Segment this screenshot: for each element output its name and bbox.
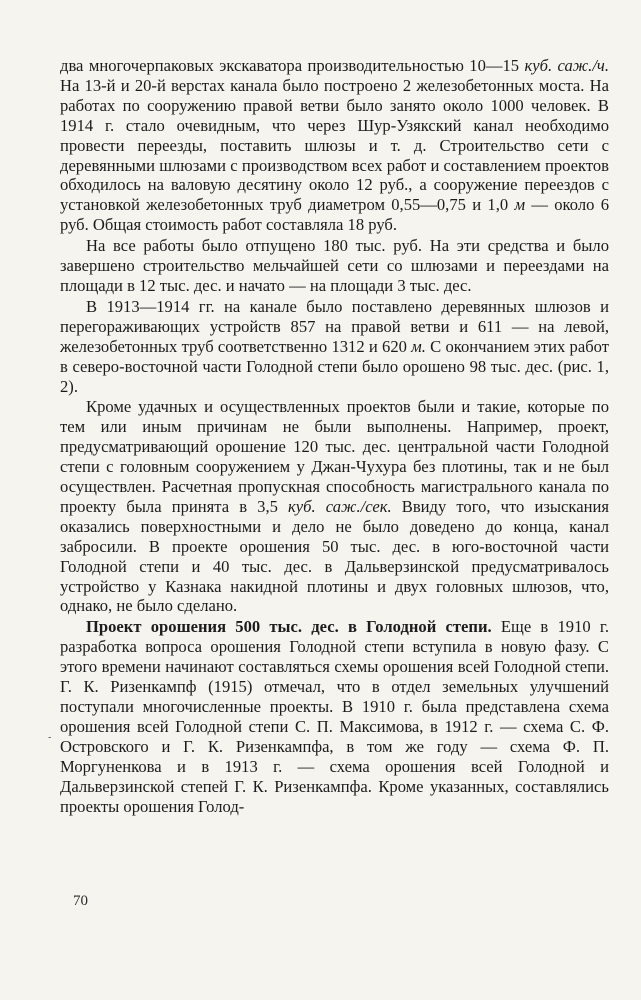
text-run: два многочерпаковых экскаватора производительностью 10—15 — [60, 56, 525, 75]
section-heading-paragraph — [60, 617, 609, 816]
italic-run: м. — [411, 336, 426, 356]
text-run: — около 6 руб. Общая стоимость работ составляла 18 руб. — [60, 195, 609, 235]
text-run: На все работы было отпущено 180 тыс. руб. На эти средства и было завершено строительство мельчайшей сети со шлюзами и переездами на площади в 12 тыс. дес. и начато — на площади 3 тыс. дес. — [60, 236, 609, 295]
body-text — [60, 56, 609, 817]
text-run: Еще в 1910 г. разработка вопроса орошения Голодной степи вступила в новую фазу. С этого времени начинают составляться схемы орошения всей Голодной степи. Г. К. Ризенкампф (1915) отмечал, что в отдел земельных улучшений поступали многочисленные проекты. В 1910 г. была представлена схема орошения всей Голодной степи С. П. Максимова, в 1912 г. — схема С. Ф. Островского и Г. К. Ризенкампфа, в том же году — схема Ф. П. Моргуненкова и в 1913 г. — схема орошения всей Голодной и Дальверзинской степей Г. К. Ризенкампфа. Кроме указанных, составлялись проекты орошения Голод- — [60, 617, 609, 816]
paragraph — [60, 236, 609, 296]
text-run: Кроме удачных и осуществленных проектов были и такие, которые по тем или иным причинам не были выполнены. Например, проект, предусматривающий орошение 120 тыс. дес. центральной части Голодной степи с головным сооружением у Джан-Чухура без плотины, так и не был осуществлен. Расчетная пропускная способность магистрального канала по проекту была принята в 3,5 — [60, 397, 609, 516]
paragraph — [60, 297, 609, 397]
page-number: 70 — [73, 893, 88, 909]
heading-run: Проект орошения 500 тыс. дес. в Голодной степи. — [86, 617, 492, 637]
margin-mark: - — [48, 732, 52, 743]
italic-run: куб. саж./сек. — [288, 496, 392, 516]
paragraph — [60, 397, 609, 616]
text-run: На 13-й и 20-й верстах канала было построено 2 железобетонных моста. На работах по сооружению правой ветви было занято около 1000 человек. В 1914 г. стало очевидным, что через Шур-Узякский канал необходимо провести переезды, поставить шлюзы и т. д. Строительство сети с деревянными шлюзами с производством всех работ и составлением проектов обходилось на валовую десятину около 12 руб., а сооружение переездов с установкой железобетонных труб диаметром 0,55—0,75 и 1,0 — [60, 75, 609, 215]
paragraph — [60, 56, 609, 235]
text-run: С окончанием этих работ в северо-восточной части Голодной степи было орошено 98 тыс. дес. (рис. 1, 2). — [60, 336, 609, 396]
italic-run: куб. саж./ч. — [524, 56, 609, 75]
text-run: Ввиду того, что изыскания оказались поверхностными и дело не было доведено до конца, канал забросили. В проекте орошения 50 тыс. дес. в юго-восточной части Голодной степи и 40 тыс. дес. в Дальверзинской предусматривалось устройство у Казнака накидной плотины и двух головных шлюзов, что, однако, не было сделано. — [60, 496, 609, 616]
text-run: В 1913—1914 гг. на канале было поставлено деревянных шлюзов и перегораживающих устройств 857 на правой ветви и 611 — на левой, железобетонных труб соответственно 1312 и 620 — [60, 296, 609, 356]
italic-run: м — [514, 195, 526, 215]
